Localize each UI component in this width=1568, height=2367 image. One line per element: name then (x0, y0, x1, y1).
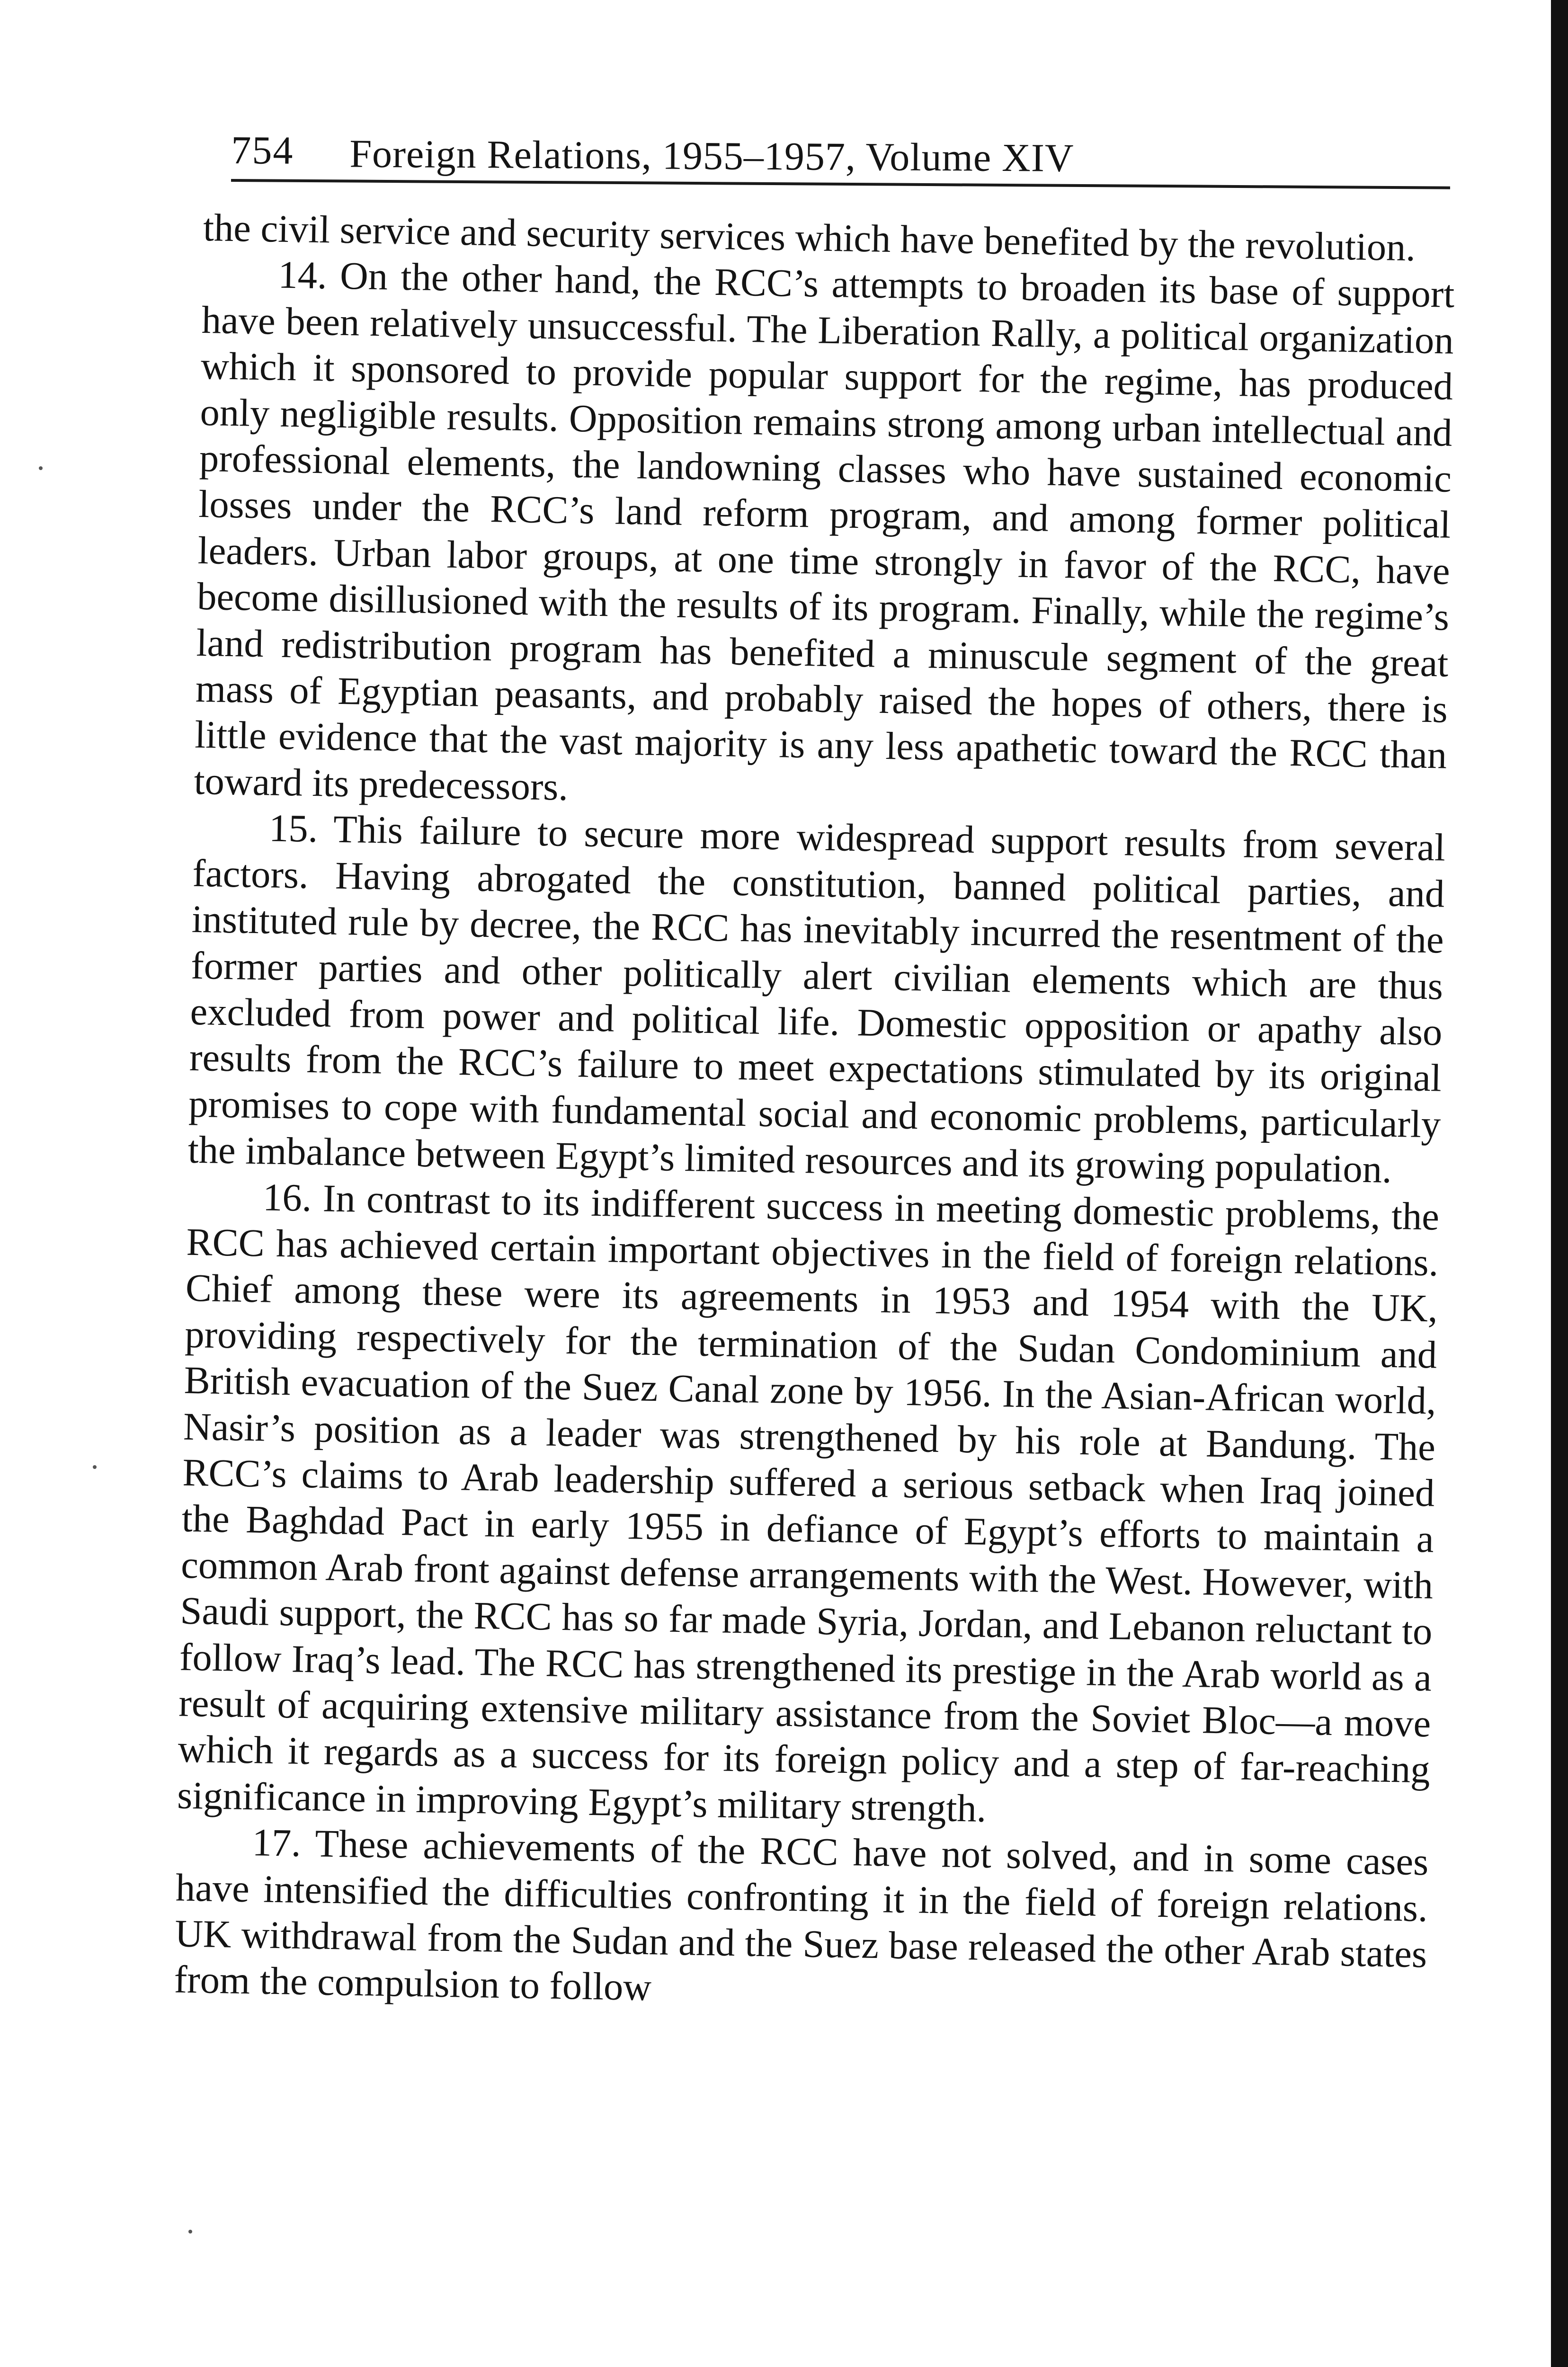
scan-speck (39, 466, 43, 470)
continuation-paragraph: the civil service and security services which have benefited by the revolution. (203, 205, 1416, 269)
body-text (174, 205, 1456, 2023)
scan-speck (188, 2230, 192, 2234)
scan-edge-shadow (1551, 0, 1568, 2367)
paragraph-14: 14. On the other hand, the RCC’s attempts to broaden its base of support have been relatively unsuccessful. The Liberation Rally, a political organization which it sponsored to provide popular support for the regime, has produced only negligible results. Opposition remains strong among urban intellectual and professional elements, the landowning classes who have sustained economic losses under the RCC’s land reform program, and among former political leaders. Urban labor groups, at one time strongly in favor of the RCC, have become disillusioned with the results of its program. Finally, while the regime’s land redistribution program has benefited a minuscule segment of the great mass of Egyptian peasants, and probably raised the hopes of others, there is little evidence that the vast majority is any less apathetic toward the RCC than toward its predecessors. (194, 253, 1455, 809)
paragraph-15: 15. This failure to secure more widespread support results from several factors. Having abrogated the constitution, banned political parties, and instituted rule by decree, the RCC has inevitably incurred the resentment of the former parties and other politically alert civilian elements which are thus excluded from power and political life. Domestic opposition or apathy also results from the RCC’s failure to meet expectations stimulated by its original promises to cope with fundamental social and economic problems, particularly the imbalance between Egypt’s limited resources and its growing population. (187, 806, 1446, 1192)
page-number: 754 (231, 128, 294, 173)
scan-speck (93, 1465, 97, 1469)
running-title: Foreign Relations, 1955–1957, Volume XIV (349, 132, 1074, 180)
running-header (231, 118, 1451, 189)
paragraph-17: 17. These achievements of the RCC have not solved, and in some cases have intensified the difficulties confronting it in the field of foreign relations. UK withdrawal from the Sudan and the Suez base released the other Arab states from the compulsion to follow (174, 1820, 1429, 2009)
paragraph-16: 16. In contrast to its indifferent success in meeting domestic problems, the RCC has achieved certain important objectives in the field of foreign relations. Chief among these were its agreements in 1953 and 1954 with the UK, providing respectively for the termination of the Sudan Condominium and British evacuation of the Suez Canal zone by 1956. In the Asian-African world, Nasir’s position as a leader was strengthened by his role at Bandung. The RCC’s claims to Arab leadership suffered a serious setback when Iraq joined the Baghdad Pact in early 1955 in defiance of Egypt’s efforts to maintain a common Arab front against defense arrangements with the West. However, with Saudi support, the RCC has so far made Syria, Jordan, and Lebanon reluctant to follow Iraq’s lead. The RCC has strengthened its prestige in the Arab world as a result of acquiring extensive military assistance from the Soviet Bloc—a move which it regards as a success for its foreign policy and a step of far-reaching significance in improving Egypt’s military strength. (177, 1175, 1440, 1830)
